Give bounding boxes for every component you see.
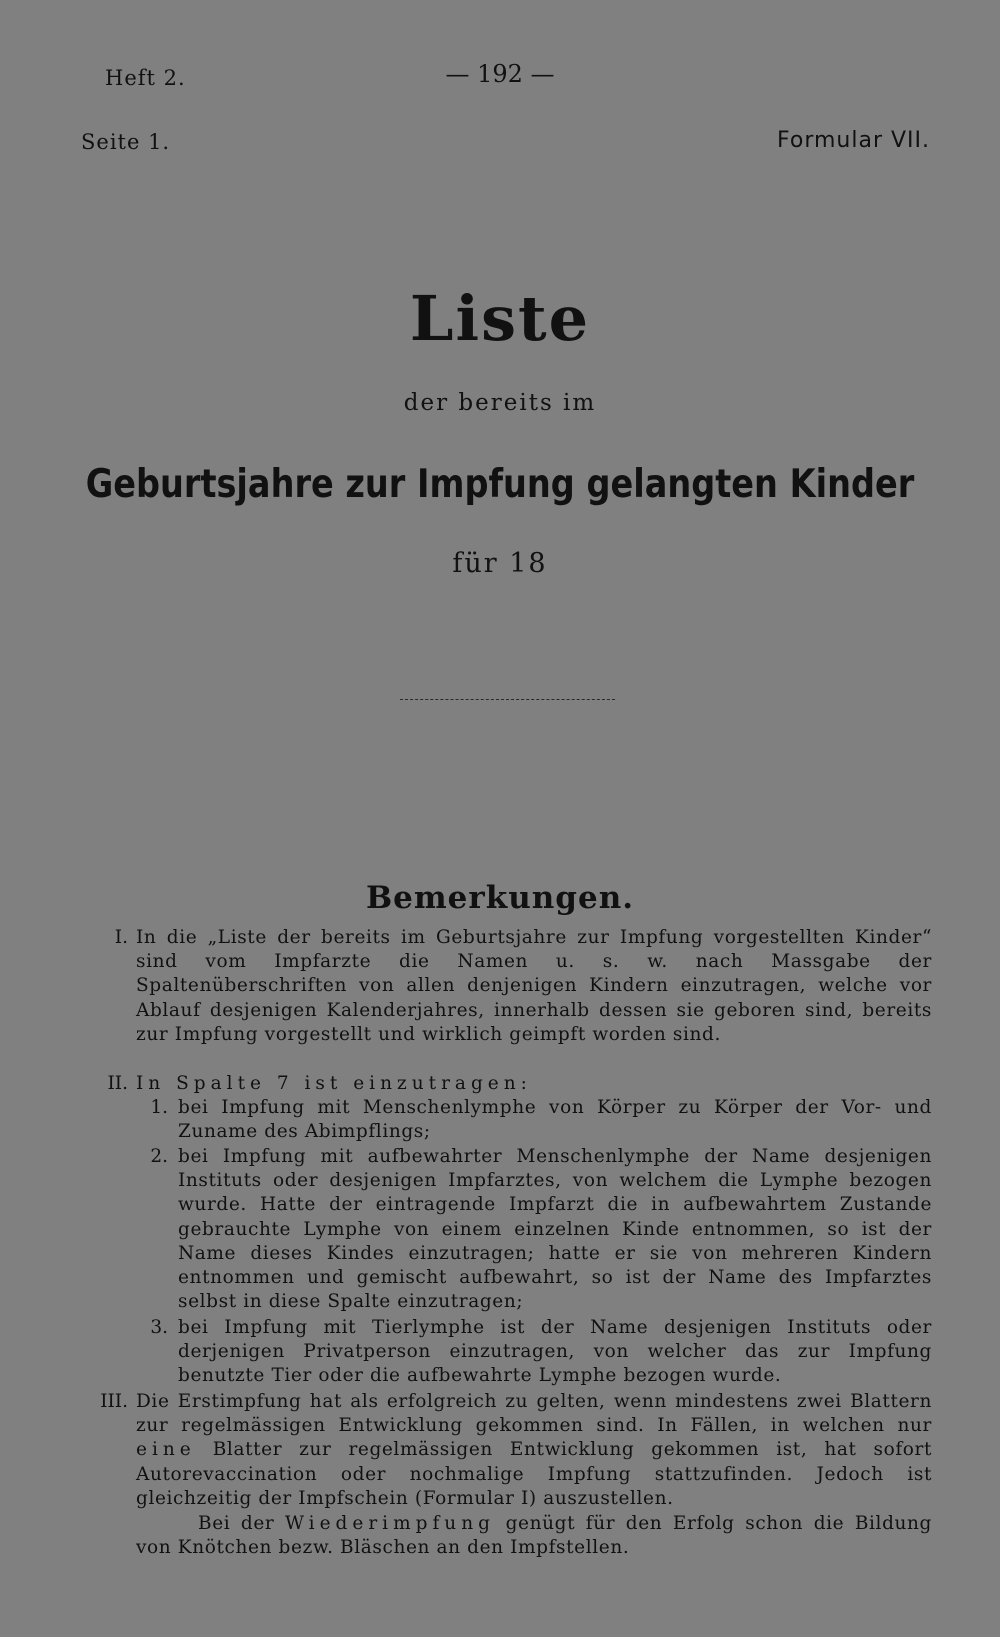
remarks-heading: Bemerkungen. xyxy=(365,880,635,916)
subitem-number-2: 2. xyxy=(150,1146,168,1167)
page-number: — 192 — xyxy=(445,60,555,88)
remark-number-1: I. xyxy=(114,927,128,948)
remark-number-2: II. xyxy=(107,1073,128,1094)
subitem-text-2: bei Impfung mit aufbewahrter Menschenlymphe der Name desjenigen Instituts oder desjenigen Impfarztes, von welchem die Lymphe bezogen wurde. Hatte der eintragende Impfarzt die in aufbewahrtem Zustande gebrauchte Lymphe von einem einzelnen Kinde entnommen, so ist der Name dieses Kindes einzutragen; hatte er sie von mehreren Kindern entnommen und gemischt aufbewahrt, so ist der Name des Impfarztes selbst in diese Spalte einzutragen; xyxy=(178,1146,932,1313)
subitem-text-3: bei Impfung mit Tierlymphe ist der Name desjenigen Instituts oder derjenigen Privatperson einzutragen, von welcher das zur Impfung benutzte Tier oder die aufbewahrte Lymphe bezogen wurde. xyxy=(178,1317,932,1387)
remark-text-3-emphasis: eine xyxy=(136,1439,196,1461)
document-title: Liste xyxy=(409,282,591,355)
remark-text-2: In Spalte 7 ist einzutragen: xyxy=(136,1073,532,1094)
subitem-text-1: bei Impfung mit Menschenlymphe von Körper zu Körper der Vor- und Zuname des Abimpflings; xyxy=(178,1097,932,1143)
year-line: für 18 xyxy=(452,548,548,579)
remark-text-3 xyxy=(136,1390,932,1511)
subitem-number-3: 3. xyxy=(150,1317,168,1338)
subitem-number-1: 1. xyxy=(150,1097,168,1118)
remark-text-3-p2-part-1: Bei der xyxy=(198,1513,285,1534)
remark-text-3-part-1: Die Erstimpfung hat als erfolgreich zu gelten, wenn mindestens zwei Blattern zur regelmässigen Entwicklung gekommen sind. In Fällen, in welchen nur xyxy=(136,1391,932,1437)
document-subtitle: der bereits im xyxy=(403,390,597,416)
remark-number-3: III. xyxy=(100,1391,128,1412)
seite-label: Seite 1. xyxy=(81,130,171,154)
remark-text-3-part-2: Blatter zur regelmässigen Entwicklung gekommen ist, hat sofort Autorevaccination oder nochmalige Impfung stattzufinden. Jedoch ist gleichzeitig der Impfschein (Formular I) auszustellen. xyxy=(136,1439,932,1509)
formular-label: Formular VII. xyxy=(776,128,930,153)
divider-rule xyxy=(400,699,615,700)
remark-text-3-p2-part-2: genügt für den Erfolg schon die Bildung von Knötchen bezw. Bläschen an den Impfstellen. xyxy=(136,1513,932,1559)
heft-label: Heft 2. xyxy=(105,66,186,90)
remark-text-1: In die „Liste der bereits im Geburtsjahre zur Impfung vorgestellten Kinder“ sind vom Impfarzte die Namen u. s. w. nach Massgabe der Spaltenüberschriften von allen denjenigen Kindern einzutragen, welche vor Ablauf desjenigen Kalenderjahres, innerhalb dessen sie geboren sind, bereits zur Impfung vorgestellt und wirklich geimpft worden sind. xyxy=(136,927,932,1045)
remark-text-3-paragraph-2 xyxy=(136,1512,932,1560)
document-heading: Geburtsjahre zur Impfung gelangten Kinder xyxy=(85,462,915,507)
remark-text-3-p2-emphasis: Wiederimpfung xyxy=(284,1513,495,1534)
